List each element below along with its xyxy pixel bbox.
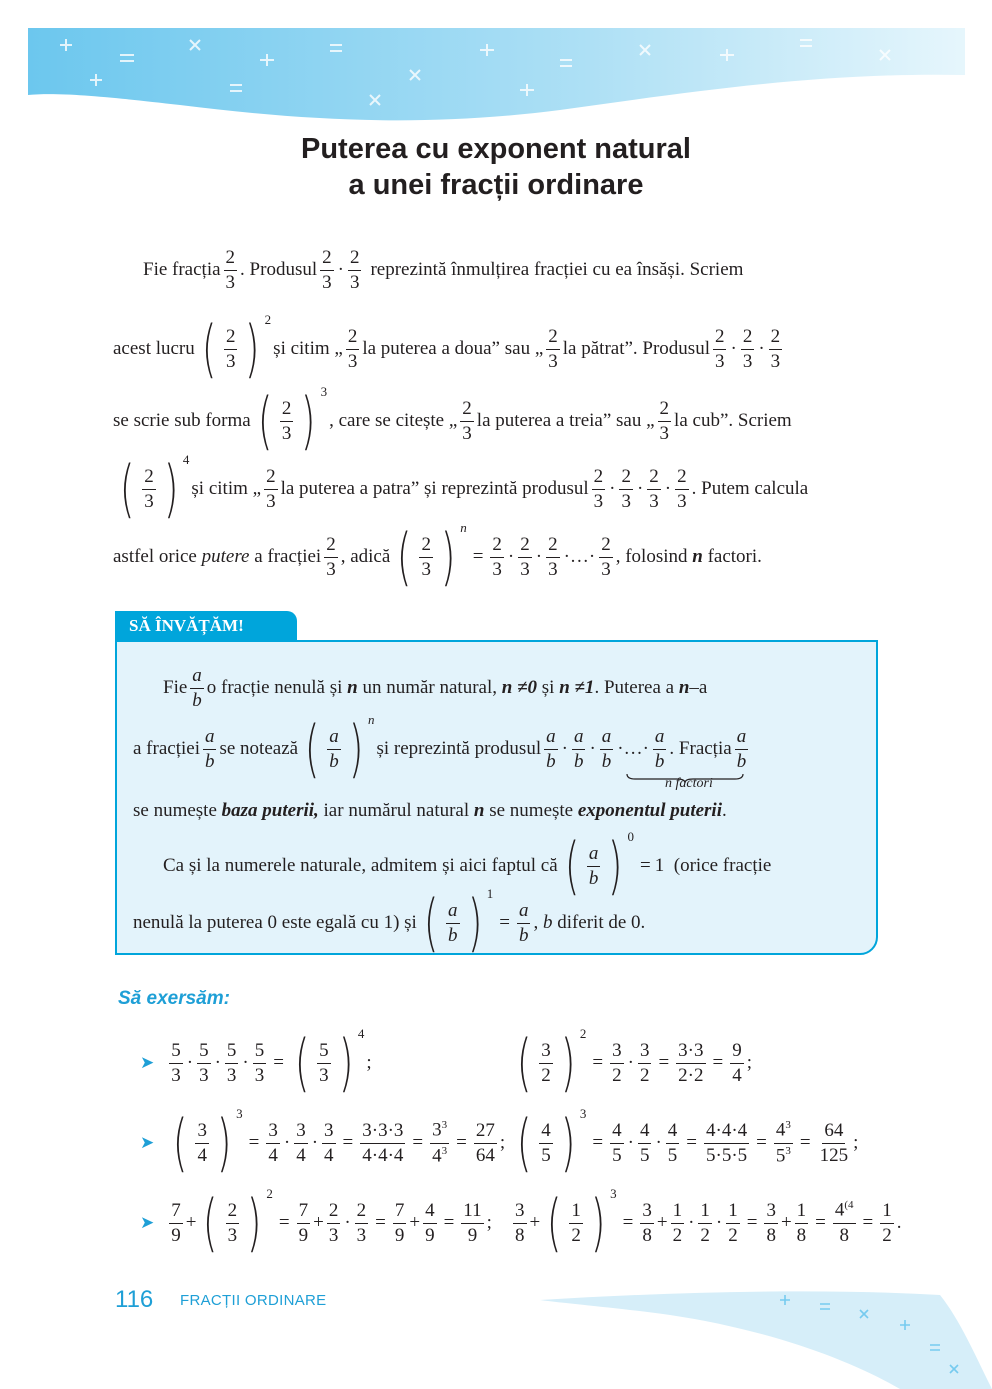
learn-line-1: Fie $\frac{a}{b}$ o fracție nenulă și n un număr natural, n ≠0 și n ≠1 . Puterea a n –a [163,665,708,711]
arrow-bullet-icon: ➤ [140,1213,155,1233]
brace-product: $\frac{a}{b}$ · $\frac{a}{b}$ · $\frac{a}{b}$ ·…· $\frac{a}{b}$ [546,725,665,772]
page-title: Puterea cu exponent natural [301,133,691,165]
chapter-title: FRACȚII ORDINARE [180,1292,327,1309]
arrow-bullet-icon: ➤ [140,1053,155,1073]
exercise-3b: $\frac{3}{8}$ + ( $\frac{1}{2}$ ) $^3$ = $\frac{3}{8}$ + $\frac{1}{2}$ · $\frac{1}{2}$ · $\frac{1}{2}$ = $\frac{3}{8}$ + $\frac{1}{8}$ = $\frac{4^{(4}}{8}$ = $\frac{1}{2}$ . [515,1186,902,1259]
arrow-bullet-icon: ➤ [140,1133,155,1153]
intro-line-1: Fie fracția $\frac{2}{3}$ . Produsul $\frac{2}{3}$ · $\frac{2}{3}$ reprezintă înmulțirea fracției cu ea însăși. Scriem [143,247,744,293]
intro-line-2: acest lucru ( $\frac{2}{3}$ ) $^2$ și citim „ $\frac{2}{3}$ la puterea a doua” sau „ $\frac{2}{3}$ la pătrat”. Produsul $\frac{2}{3}$ · $\frac{2}{3}$ · $\frac{2}{3}$ [113,312,781,385]
learn-line-2: a fracției $\frac{a}{b}$ se notează ( $\frac{a}{b}$ ) $^n$ și reprezintă produsul $\frac{a}{b}$ · $\frac{a}{b}$ · $\frac{a}{b}$ ·…· $\frac{a}{b}$ . Fracția $\frac{a}{b}$ [133,712,747,785]
footer-decoration [520,1270,992,1389]
exercise-3a: ➤ $\frac{7}{9}$ + ( $\frac{2}{3}$ ) $^2$ = $\frac{7}{9}$ + $\frac{2}{3}$ · $\frac{2}{3}$ = $\frac{7}{9}$ + $\frac{4}{9}$ = $\frac{11}{9}$ ; [140,1186,492,1259]
intro-line-4: ( $\frac{2}{3}$ ) $^4$ și citim „ $\frac{2}{3}$ la puterea a patra” și reprezintă produsul $\frac{2}{3}$ · $\frac{2}{3}$ · $\frac{2}{3}$ · $\frac{2}{3}$ . Putem calcula [119,452,809,525]
page-number: 116 [115,1286,154,1313]
brace-label: n factori [665,776,713,791]
intro-line-5: astfel orice putere a fracției $\frac{2}{3}$ , adică ( $\frac{2}{3}$ ) $^n$ = $\frac{2}{3}$ · $\frac{2}{3}$ · $\frac{2}{3}$ ·…· $\frac{2}{3}$ , folosind n factori. [113,520,762,593]
page-subtitle: a unei fracții ordinare [348,169,644,201]
exercise-2b: ( $\frac{4}{5}$ ) $^3$ = $\frac{4}{5}$ · $\frac{4}{5}$ · $\frac{4}{5}$ = $\frac{4\cdot 4\cdot 4}{5\cdot 5\cdot 5}$ = $\frac{4^3}{5^3}$ = $\frac{64}{125}$ ; [516,1106,859,1179]
learn-tab: SĂ ÎNVĂȚĂM! [115,611,297,641]
header-decoration [0,0,992,150]
learn-box [115,640,878,959]
exercises-heading: Să exersăm: [118,988,230,1009]
exercise-1a: ➤ $\frac{5}{3}$ · $\frac{5}{3}$ · $\frac{5}{3}$ · $\frac{5}{3}$ = ( $\frac{5}{3}$ ) $^4$ ; [140,1026,372,1099]
exercise-2a: ➤ ( $\frac{3}{4}$ ) $^3$ = $\frac{3}{4}$ · $\frac{3}{4}$ · $\frac{3}{4}$ = $\frac{3\cdot 3\cdot 3}{4\cdot 4\cdot 4}$ = $\frac{3^3}{4^3}$ = $\frac{27}{64}$ ; [140,1106,506,1179]
exercise-1b: ( $\frac{3}{2}$ ) $^2$ = $\frac{3}{2}$ · $\frac{3}{2}$ = $\frac{3\cdot 3}{2\cdot 2}$ = $\frac{9}{4}$ ; [516,1026,752,1099]
learn-line-3: se numește baza puterii, iar numărul natural n se numește exponentul puterii . [133,800,727,821]
learn-line-5: nenulă la puterea 0 este egală cu 1) și ( $\frac{a}{b}$ ) $^1$ = $\frac{a}{b}$ , b diferit de 0. [133,886,646,959]
intro-line-3: se scrie sub forma ( $\frac{2}{3}$ ) $^3$ , care se citește „ $\frac{2}{3}$ la puterea a treia” sau „ $\frac{2}{3}$ la cub”. Scriem [113,384,792,457]
learn-line-4: Ca și la numerele naturale, admitem și aici faptul că ( $\frac{a}{b}$ ) $^0$ = 1 (orice fracție [163,829,772,902]
